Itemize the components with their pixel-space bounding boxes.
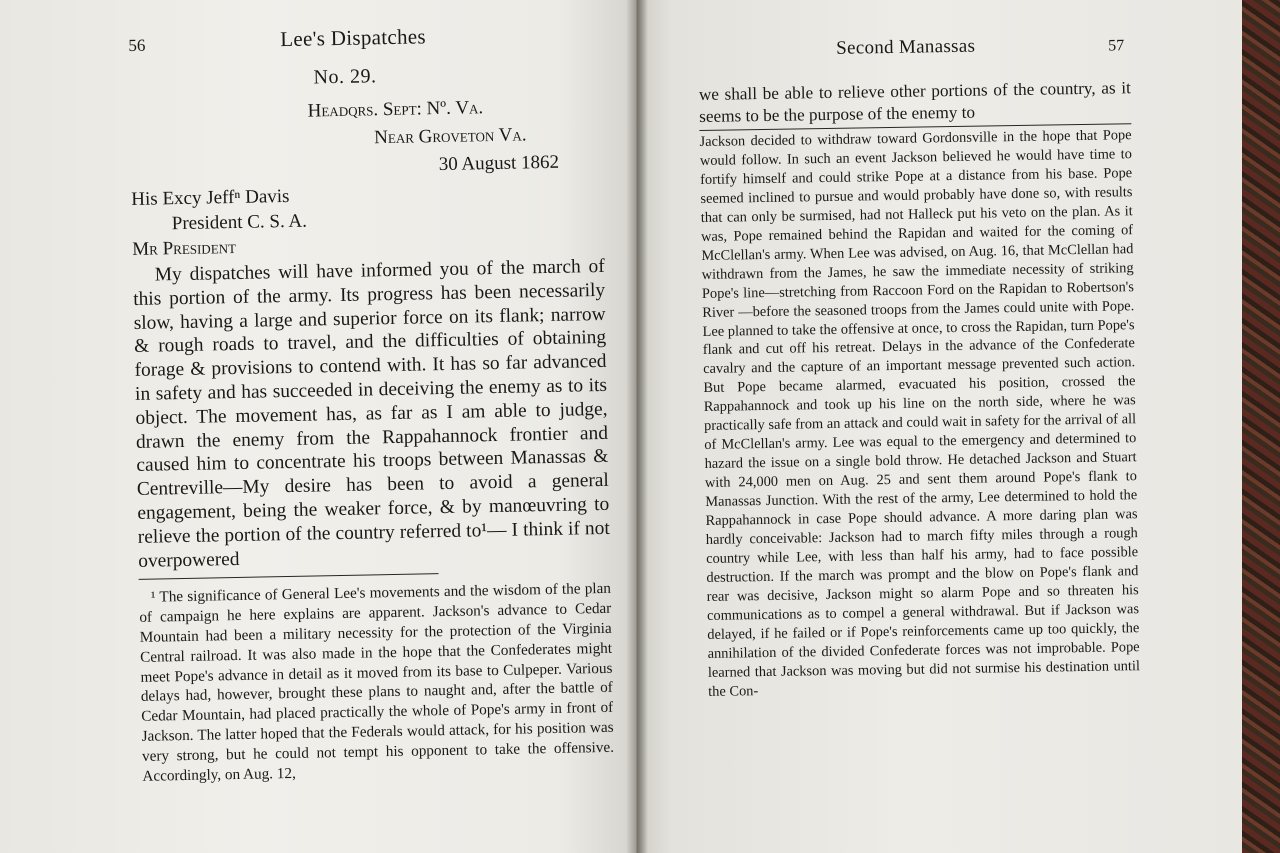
salutation-block bbox=[131, 178, 604, 262]
dispatch-number: No. 29. bbox=[313, 65, 377, 89]
left-running-head: Lee's Dispatches bbox=[280, 24, 427, 52]
left-page-header bbox=[128, 17, 601, 66]
right-page-text bbox=[698, 33, 1140, 701]
footnote-continuation: Jackson decided to withdraw toward Gordonsville in the hope that Pope would follow. In such an event Jackson believed he would have time to fortify himself and could strike Pope at a distance from his base. Pope seemed inclined to pursue and would probably have done so, with results that can only be surmised, had not Halleck put his veto on the plan. As it was, Pope remained behind the Rapidan and waited for the coming of McClellan's army. When Lee was advised, on Aug. 16, that McClellan had withdrawn from the James, he saw the immediate necessity of striking Pope's line—stretching from Raccoon Ford on the Rapidan to Robertson's River —before the seasoned troops from the James could unite with Pope. Lee planned to take the offensive at once, to cross the Rapidan, turn Pope's flank and cut off his retreat. Delays in the advance of the Confederate cavalry and the capture of an important message prevented such action. But Pope became alarmed, evacuated his position, crossed the Rappahannock and took up his line on the north side, where he was practically safe from an attack and could wait in safety for the arrival of all of McClellan's army. Lee was equal to the emergency and determined to hazard the issue on a single bold throw. He detached Jackson and Stuart with 24,000 men on Aug. 25 and sent them around Pope's flank to Manassas Junction. With the rest of the army, Lee determined to hold the Rappahannock in case Pope should advance. A more daring plan was hardly conceivable: Jackson had to march fifty miles through a rough country while Lee, with less than half his army, had to face possible destruction. If the march was prompt and the blow on Pope's flank and rear was decisive, Jackson might so alarm Pope and so threaten his communications as to compel a general withdrawal. But if Jackson was delayed, if he failed or if Pope's reinforcements came up too quickly, the annihilation of the divided Confederate forces was not improbable. Pope learned that Jackson was moving but did not surmise his destination until the Con- bbox=[699, 127, 1141, 700]
letter-body: My dispatches will have informed you of the march of this portion of the army. Its progress has been necessarily slow, having a large and superior force on its flank; narrow & rough roads to travel, and the difficulties of obtaining forage & provisions to contend with. It has so far advanced in safety and has succeeded in deceiving the enemy as to its object. The movement has, as far as I am able to judge, drawn the enemy from the Rappahannock frontier and caused him to concentrate his troops between Manassas & Centreville—My desire has been to avoid a general engagement, being the weaker force, & by manœuvring to relieve the portion of the country referred to¹— I think if not overpowered bbox=[133, 255, 610, 572]
addressee-title: President C. S. A. bbox=[171, 210, 308, 235]
right-page-header bbox=[698, 33, 1131, 84]
left-page-text bbox=[128, 17, 615, 786]
headquarters-line: Near Groveton Va. bbox=[373, 124, 527, 149]
dispatch-date: 30 August 1862 bbox=[438, 151, 560, 176]
footnote: ¹ The significance of General Lee's movements and the wisdom of the plan of campaign he here explains are apparent. Jackson's advance to Cedar Mountain had been a military necessity for the protection of the Virginia Central railroad. It was also made in the hope that the Confederates might meet Pope's advance in detail as it moved from its base to Culpeper. Various delays had, however, brought these plans to naught and, after the battle of Cedar Mountain, had placed practically the whole of Pope's army in front of Jackson. The latter hoped that the Federals would attack, for his position was very strong, but he could not tempt his opponent to take the offensive. Accordingly, on Aug. 12, bbox=[139, 580, 615, 785]
footnote-divider bbox=[139, 573, 439, 580]
left-page bbox=[0, 0, 636, 853]
right-page-number: 57 bbox=[1108, 37, 1125, 55]
right-page bbox=[636, 0, 1242, 853]
addressee: His Excy Jeffⁿ Davis bbox=[131, 185, 290, 210]
greeting: Mr President bbox=[132, 236, 237, 260]
left-page-number: 56 bbox=[128, 35, 146, 55]
headquarters-line: Headqrs. Sept: Nº. Va. bbox=[307, 97, 484, 122]
right-running-head: Second Manassas bbox=[835, 35, 976, 59]
headquarters-block bbox=[129, 92, 603, 185]
background-rug bbox=[1240, 0, 1280, 853]
letter-continuation: we shall be able to relieve other portions of the country, as it seems to be the purpose of the enemy to bbox=[698, 78, 1131, 126]
